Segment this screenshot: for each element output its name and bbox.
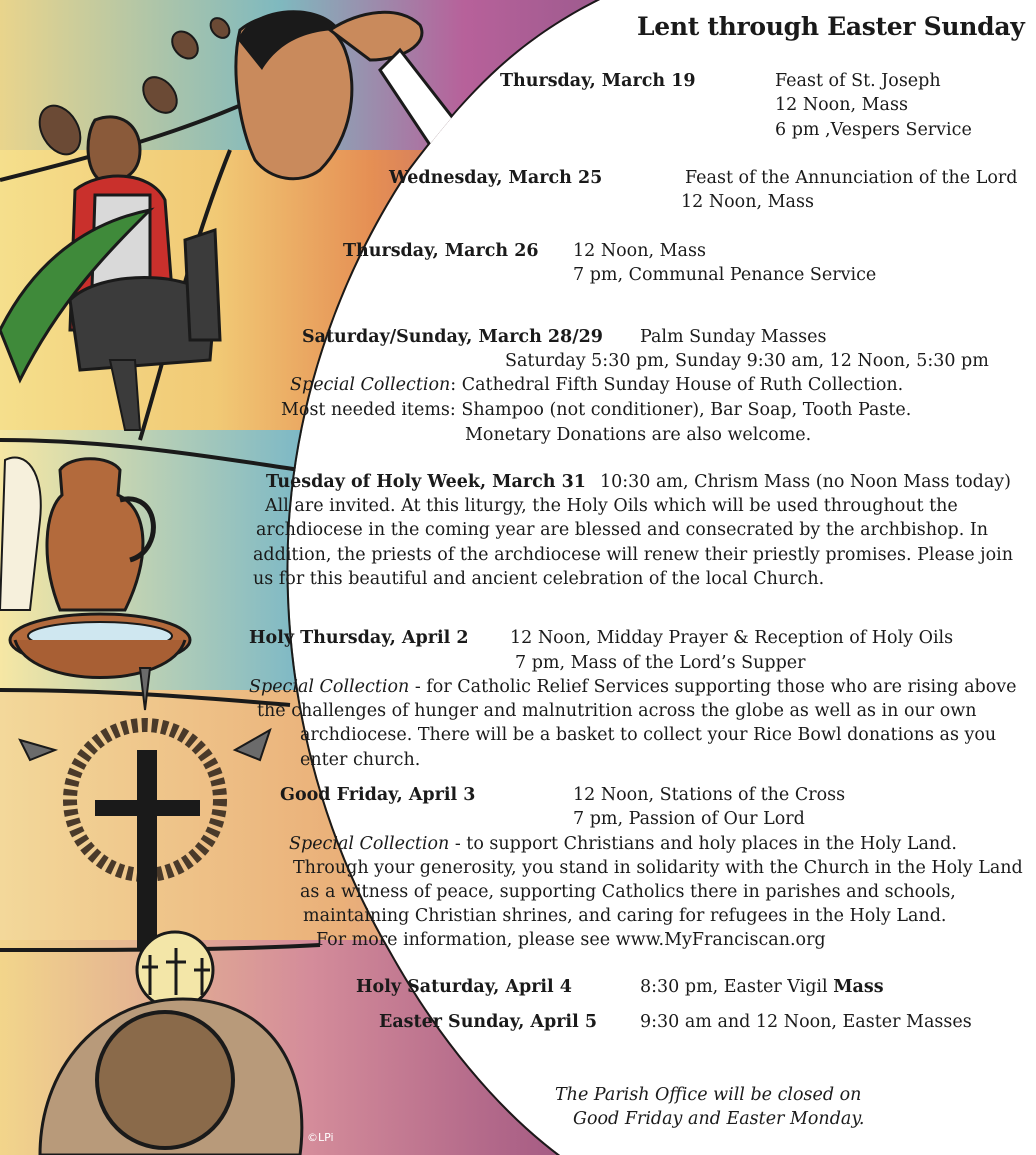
event-line: 6 pm ,Vespers Service (775, 120, 972, 140)
event-body-line: Through your generosity, you stand in solidarity with the Church in the Holy Land (293, 858, 1023, 878)
event-date: Saturday/Sunday, March 28/29 (302, 327, 603, 347)
event-date: Tuesday of Holy Week, March 31 (266, 472, 586, 492)
event-date: Thursday, March 26 (343, 241, 539, 261)
event-body-line: the challenges of hunger and malnutrition across the globe as well as in our own (257, 701, 977, 721)
event-line: 7 pm, Passion of Our Lord (573, 809, 805, 829)
event-line: 7 pm, Mass of the Lord’s Supper (515, 653, 806, 673)
event-line: 12 Noon, Mass (775, 95, 908, 115)
event-date: Good Friday, April 3 (280, 785, 476, 805)
event-line: Palm Sunday Masses (640, 327, 827, 347)
event-body-line: For more information, please see www.MyFranciscan.org (316, 930, 826, 950)
event-line: Feast of the Annunciation of the Lord (685, 168, 1018, 188)
special-collection: Special Collection - for Catholic Relief Services supporting those who are rising above (249, 677, 1017, 697)
special-collection: Special Collection - to support Christians and holy places in the Holy Land. (289, 834, 957, 854)
event-line: 12 Noon, Stations of the Cross (573, 785, 846, 805)
event-date: Holy Thursday, April 2 (249, 628, 469, 648)
event-body-line: as a witness of peace, supporting Catholics there in parishes and schools, (300, 882, 956, 902)
event-line: 7 pm, Communal Penance Service (573, 265, 877, 285)
event-line: Monetary Donations are also welcome. (465, 425, 812, 445)
event-line: 12 Noon, Mass (573, 241, 706, 261)
event-line: Saturday 5:30 pm, Sunday 9:30 am, 12 Noon, 5:30 pm (505, 351, 989, 371)
closing-note: The Parish Office will be closed on (555, 1085, 862, 1105)
event-line: 12 Noon, Midday Prayer & Reception of Holy Oils (510, 628, 954, 648)
event-body-line: archdiocese in the coming year are blessed and consecrated by the archbishop. In (256, 520, 989, 540)
event-body-line: archdiocese. There will be a basket to collect your Rice Bowl donations as you (300, 725, 997, 745)
copyright-mark: ©LPi (307, 1131, 334, 1144)
event-date: Holy Saturday, April 4 (356, 977, 572, 997)
event-line: 9:30 am and 12 Noon, Easter Masses (640, 1012, 972, 1032)
event-line: 12 Noon, Mass (681, 192, 814, 212)
page-title: Lent through Easter Sunday (637, 12, 1025, 41)
event-body-line: maintaining Christian shrines, and caring for refugees in the Holy Land. (303, 906, 947, 926)
event-line: Most needed items: Shampoo (not conditioner), Bar Soap, Tooth Paste. (281, 400, 912, 420)
event-body-line: enter church. (300, 750, 421, 770)
event-body-line: All are invited. At this liturgy, the Holy Oils which will be used throughout the (265, 496, 958, 516)
closing-note: Good Friday and Easter Monday. (573, 1109, 865, 1129)
event-body-line: us for this beautiful and ancient celebration of the local Church. (253, 569, 825, 589)
event-line: 8:30 pm, Easter Vigil Mass (640, 977, 884, 997)
event-body-line: addition, the priests of the archdiocese will renew their priestly promises. Please join (253, 545, 1013, 565)
event-date: Easter Sunday, April 5 (379, 1012, 597, 1032)
special-collection: Special Collection: Cathedral Fifth Sunday House of Ruth Collection. (290, 375, 904, 395)
event-line: 10:30 am, Chrism Mass (no Noon Mass today) (600, 472, 1011, 492)
event-line: Feast of St. Joseph (775, 71, 941, 91)
event-date: Wednesday, March 25 (389, 168, 603, 188)
event-date: Thursday, March 19 (500, 71, 696, 91)
